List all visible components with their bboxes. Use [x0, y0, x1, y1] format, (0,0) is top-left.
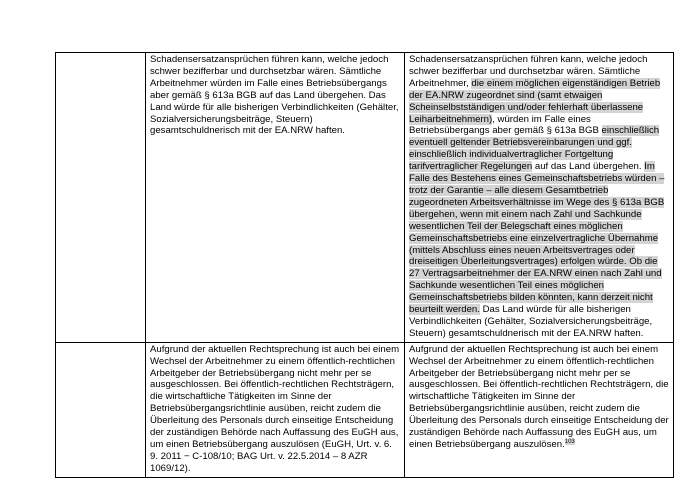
original-paragraph: Aufgrund der aktuellen Rechtsprechung ist auch bei einem Wechsel der Arbeitnehmer zu einem öffentlich-rechtlichen Arbeitgeber der Betriebsübergang nicht mehr per se ausgeschlossen. Bei öffentlich-rechtlichen Rechtsträgern, die wirtschaftliche Tätigkeiten im Sinne der Betriebsübergangsrichtlinie ausüben, reicht zudem die Überleitung des Personals durch einseitige Entscheidung der zuständigen Behörde nach Auffassung des EuGH aus, um einen Betriebsübergang auszulösen (EuGH, Urt. v. 6. 9. 2011 − C-108/10; BAG Urt. v. 22.5.2014 – 8 AZR 1069/12).	[150, 343, 400, 474]
revised-text: Schadensersatzansprüchen führen kann, welche jedoch schwer bezifferbar und durchsetzbar wären. Sämtliche Arbeitnehmer,	[409, 54, 648, 89]
footnote-marker[interactable]: 103	[564, 438, 575, 445]
revised-text: auf das Land übergehen.	[532, 161, 645, 173]
highlighted-change: Im Falle des Bestehens eines Gemeinschaftsbetriebs würden – trotz der Garantie – alle diesem Gesamtbetrieb zugeordneten Arbeitsverhältnisse im Wege des § 613a BGB übergehen, wenn mit einem nach Zahl und Sachkunde wesentlichen Teil der Belegschaft eines möglichen Gemeinschaftsbetriebs eine einzelvertragliche Übernahme (mittels Abschluss eines neuen Arbeitsvertrages oder dreiseitigen Überleitungsvertrages) erfolgen würde. Ob die 27 Vertragsarbeitnehmer der EA.NRW einen nach Zahl und Sachkunde wesentlichen Teil eines möglichen Gemeinschaftsbetriebs bilden könnten, kann derzeit nicht beurteilt werden.	[409, 161, 665, 316]
empty-cell	[56, 342, 146, 477]
revised-paragraph	[409, 344, 669, 451]
original-text-cell	[146, 342, 405, 477]
table-row	[56, 342, 674, 477]
revised-paragraph	[409, 54, 669, 340]
revised-text: Das Land würde für alle bisherigen Verbindlichkeiten (Gehälter, Sozialversicherungsbeiträge, Steuern) gesamtschuldnerisch mit der EA.NRW haften.	[409, 304, 653, 339]
revised-text-cell	[405, 53, 674, 343]
comparison-table	[55, 52, 674, 478]
revised-text: , würden im Falle eines Betriebsübergangs aber gemäß § 613a BGB	[409, 113, 602, 137]
revised-text: Aufgrund der aktuellen Rechtsprechung ist auch bei einem Wechsel der Arbeitnehmer zu einem öffentlich-rechtlichen Arbeitgeber der Betriebsübergang nicht mehr per se ausgeschlossen. Bei öffentlich-rechtlichen Rechtsträgern, die wirtschaftliche Tätigkeiten im Sinne der Betriebsübergangsrichtlinie ausüben, reicht zudem die Überleitung des Personals durch einseitige Entscheidung der zuständigen Behörde nach Auffassung des EuGH aus, um einen Betriebsübergang auszulösen.	[409, 343, 669, 450]
table-row	[56, 53, 674, 343]
empty-cell	[56, 53, 146, 343]
original-text-cell	[146, 53, 405, 343]
highlighted-change: die einem möglichen eigenständigen Betrieb der EA.NRW zugeordnet sind (samt etwaigen Scheinselbstständigen und/oder fehlerhaft überlassene Leiharbeitnehmern)	[409, 77, 661, 125]
revised-text-cell	[405, 342, 674, 477]
highlighted-change: einschließlich eventuell geltender Betriebsvereinbarungen und ggf. einschließlich individualvertraglicher Fortgeltung tarifvertraglicher Regelungen	[409, 125, 660, 173]
original-paragraph: Schadensersatzansprüchen führen kann, welche jedoch schwer bezifferbar und durchsetzbar wären. Sämtliche Arbeitnehmer würden im Falle eines Betriebsübergangs aber gemäß § 613a BGB auf das Land übergehen. Das Land würde für alle bisherigen Verbindlichkeiten (Gehälter, Sozialversicherungsbeiträge, Steuern) gesamtschuldnerisch mit der EA.NRW haften.	[150, 54, 399, 137]
